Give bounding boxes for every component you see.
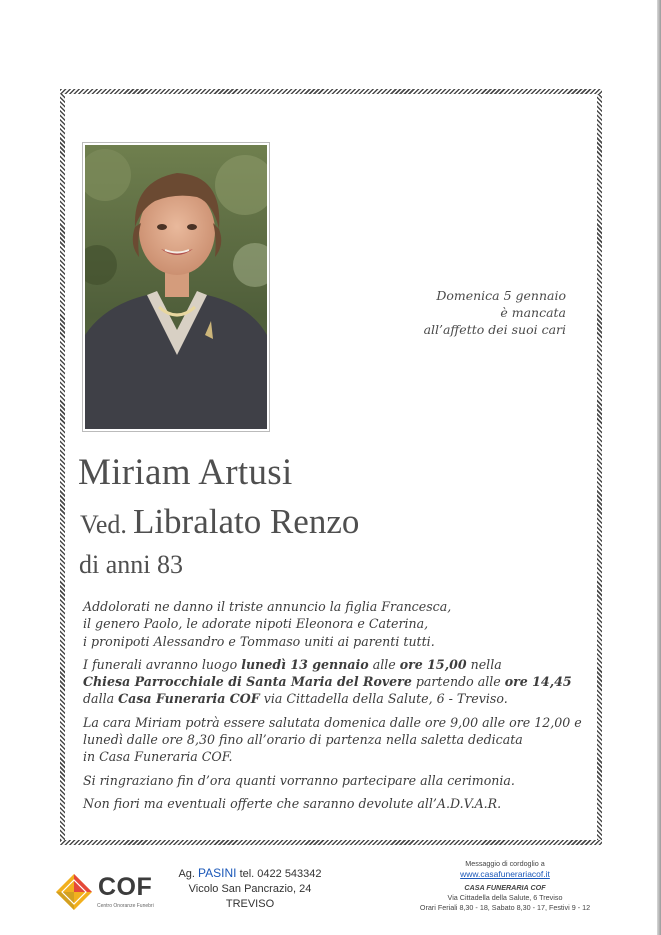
agency-city: TREVISO xyxy=(225,898,275,910)
donation-paragraph: Non fiori ma eventuali offerte che saranno devolute all’A.D.V.A.R. xyxy=(83,795,502,811)
portrait-photo xyxy=(82,142,270,432)
announcement-line: all’affetto dei suoi cari xyxy=(423,322,566,337)
death-announcement xyxy=(360,287,566,338)
condolence-label: Messaggio di cordoglio a xyxy=(465,859,545,868)
widow-prefix: Ved. xyxy=(80,510,127,539)
body-line: in Casa Funeraria COF. xyxy=(83,749,233,765)
thanks-paragraph: Si ringraziano fin d’ora quanti vorranno partecipare alla cerimonia. xyxy=(83,772,515,788)
body-text-run: alle xyxy=(368,656,400,672)
body-line: Addolorati ne danno il triste annuncio la figlia Francesca, xyxy=(83,599,452,614)
funeral-time: ore 15,00 xyxy=(399,656,467,672)
venue-name: Casa Funeraria COF xyxy=(118,691,260,707)
body-text-run: I funerali avranno luogo xyxy=(83,656,242,672)
church-name: Chiesa Parrocchiale di Santa Maria del Rovere xyxy=(83,674,412,690)
funeral-paragraph xyxy=(83,656,572,708)
departure-time: ore 14,45 xyxy=(504,674,572,690)
funeral-home-name: CASA FUNERARIA COF xyxy=(464,883,546,892)
announcement-date: Domenica 5 gennaio xyxy=(436,288,566,303)
body-text-run: via Cittadella della Salute, 6 - Treviso. xyxy=(259,691,508,707)
body-line: La cara Miriam potrà essere salutata domenica dalle ore 9,00 alle ore 12,00 e xyxy=(83,714,582,730)
deceased-age: di anni 83 xyxy=(79,550,183,579)
body-text-run: nella xyxy=(466,656,502,672)
condolence-info xyxy=(405,859,605,913)
funeral-date: lunedì 13 gennaio xyxy=(241,656,369,672)
spouse-name: Libralato Renzo xyxy=(132,502,360,541)
body-text-run: partendo alle xyxy=(411,674,505,690)
family-paragraph xyxy=(83,598,563,650)
funeral-home-hours: Orari Feriali 8,30 - 18, Sabato 8,30 - 17, Festivi 9 - 12 xyxy=(419,903,591,912)
visiting-paragraph xyxy=(83,714,582,766)
page-edge-shadow xyxy=(657,0,661,935)
widow-line xyxy=(80,502,359,542)
notice-body xyxy=(83,598,582,812)
body-text-run: dalla xyxy=(83,691,119,707)
cof-logo-text: COF xyxy=(98,873,153,901)
agency-prefix: Ag. xyxy=(178,868,195,880)
condolence-link[interactable]: www.casafunerariacof.it xyxy=(460,869,550,879)
body-line: i pronipoti Alessandro e Tommaso uniti ai parenti tutti. xyxy=(83,633,435,649)
funeral-home-address: Via Cittadella della Salute, 6 Treviso xyxy=(447,893,563,902)
body-line: il genero Paolo, le adorate nipoti Eleonora e Caterina, xyxy=(83,616,429,632)
agency-info xyxy=(175,866,325,912)
agency-phone: tel. 0422 543342 xyxy=(239,868,322,880)
agency-name: PASINI xyxy=(198,866,237,880)
deceased-name: Miriam Artusi xyxy=(78,452,293,493)
announcement-line: è mancata xyxy=(500,305,566,320)
cof-logo-subtitle: Centro Onoranze Funebri xyxy=(97,903,154,909)
portrait-image xyxy=(85,145,267,429)
agency-address: Vicolo San Pancrazio, 24 xyxy=(188,883,312,895)
body-line: lunedì dalle ore 8,30 fino all’orario di partenza nella saletta dedicata xyxy=(83,732,523,748)
